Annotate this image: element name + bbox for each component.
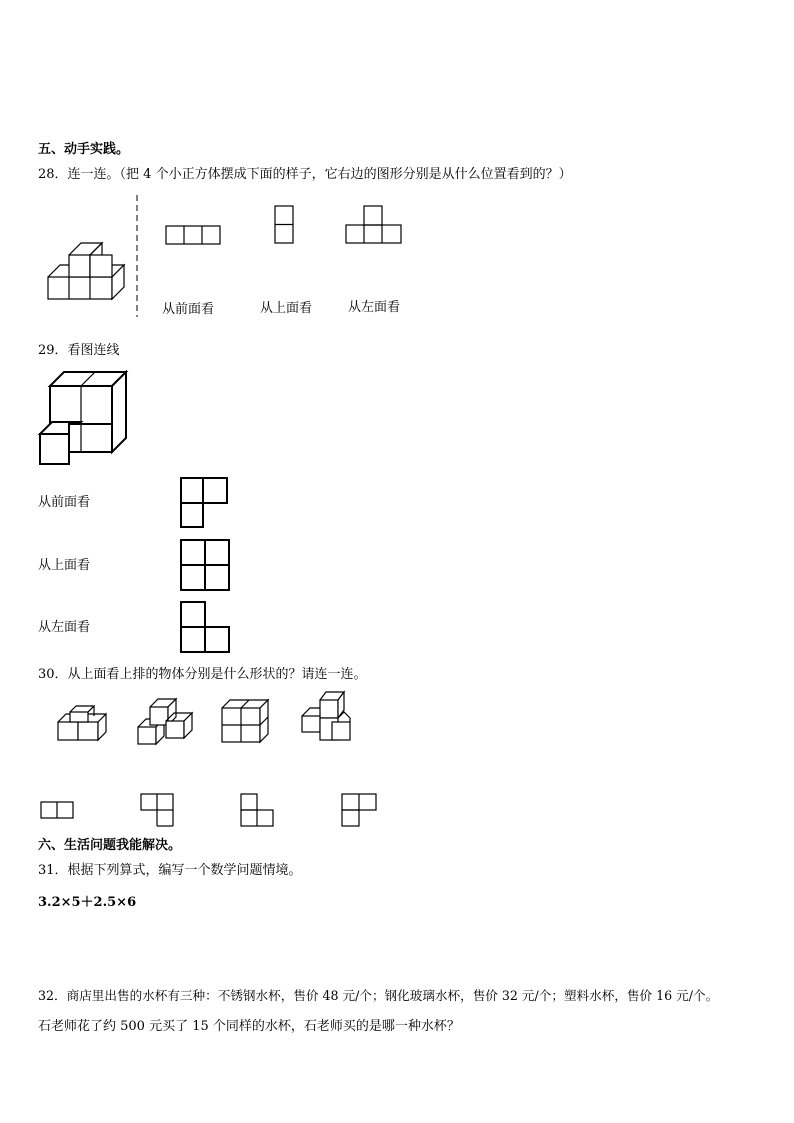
q30-top-view-2 [140,793,176,829]
q28-cube-stack [40,195,160,310]
question-31-text: 31．根据下列算式，编写一个数学问题情境。 [38,863,302,878]
section-heading-5: 五、动手实践。 [38,142,130,157]
q29-label-front: 从前面看 [38,495,91,510]
q29-view-shape-3 [179,600,233,656]
q28-view-shape-3 [345,205,405,245]
q29-view-shape-2 [179,538,233,594]
q28-view-shape-2 [274,205,296,245]
q28-label-top: 从上面看 [260,301,313,316]
question-32-line-2: 石老师花了约 500 元买了 15 个同样的水杯，石老师买的是哪一种水杯？ [38,1019,460,1034]
question-28-text: 28．连一连。（把 4 个小正方体摆成下面的样子，它右边的图形分别是从什么位置看到的？） [38,167,572,182]
q30-object-2 [136,695,196,750]
q30-object-3 [220,698,270,746]
q31-formula: 3.2×5＋2.5×6 [38,895,137,910]
q29-solid-figure [38,368,133,468]
q28-dashed-divider [134,195,140,320]
question-29-text: 29．看图连线 [38,343,120,358]
q30-object-1 [56,705,106,745]
q29-label-left: 从左面看 [38,620,91,635]
question-32-line-1: 32．商店里出售的水杯有三种：不锈钢水杯，售价 48 元/个；钢化玻璃水杯，售价 32 元/个；塑料水杯，售价 16 元/个。 [38,988,719,1003]
q28-label-left: 从左面看 [348,300,401,315]
section-heading-6: 六、生活问题我能解决。 [38,838,182,853]
question-30-text: 30．从上面看上排的物体分别是什么形状的？请连一连。 [38,667,367,682]
q30-top-view-4 [341,793,379,829]
q29-view-shape-1 [179,476,231,530]
q29-label-top: 从上面看 [38,558,91,573]
q30-top-view-3 [240,793,276,829]
q28-view-shape-1 [165,225,223,245]
q30-top-view-1 [40,801,76,821]
q28-label-front: 从前面看 [162,302,215,317]
q30-object-4 [298,690,358,746]
